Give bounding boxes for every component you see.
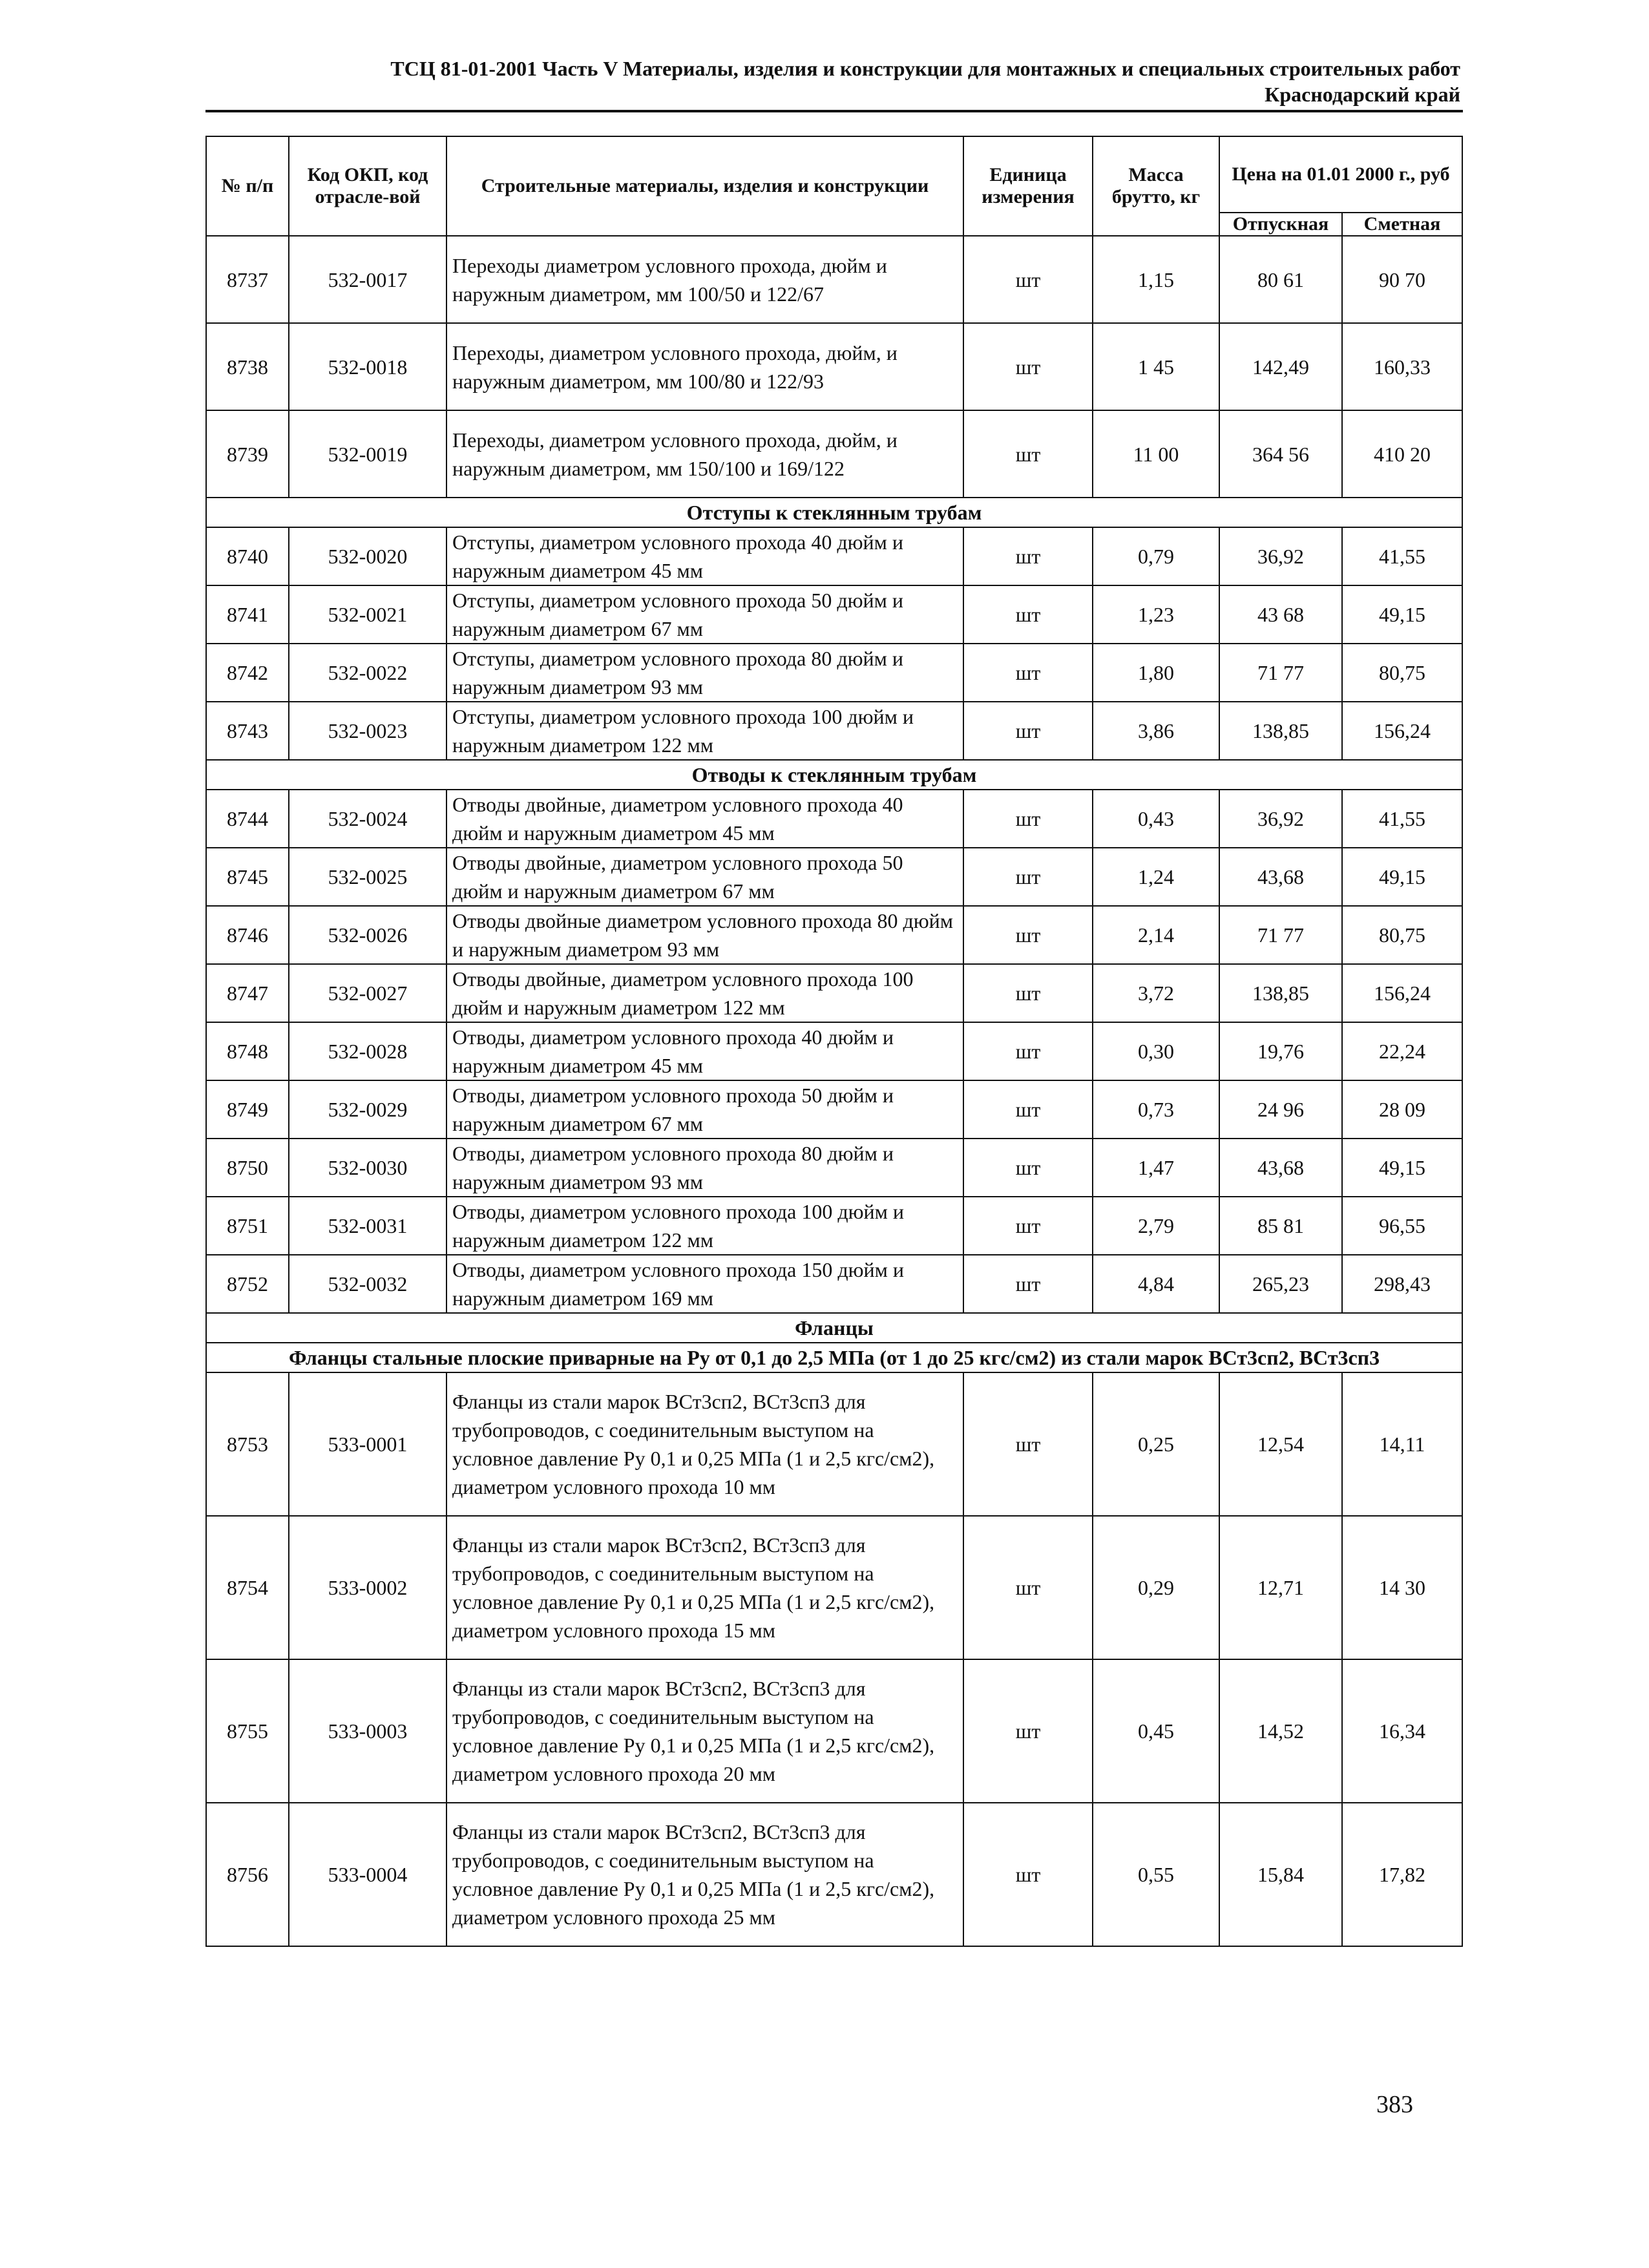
cell-price-release: 85 81 (1219, 1197, 1342, 1255)
cell-num: 8742 (206, 644, 289, 702)
cell-mass: 0,43 (1093, 790, 1219, 848)
cell-mass: 0,25 (1093, 1372, 1219, 1516)
cell-price-estimate: 49,15 (1342, 585, 1462, 644)
cell-num: 8746 (206, 906, 289, 964)
table-row (206, 906, 1462, 964)
cell-price-release: 80 61 (1219, 236, 1342, 323)
section-title-otvody: Отводы к стеклянным трубам (206, 760, 1462, 790)
cell-code: 532-0032 (289, 1255, 446, 1313)
table-body-flanges (206, 1372, 1462, 1946)
cell-price-estimate: 14 30 (1342, 1516, 1462, 1659)
cell-mass: 0,73 (1093, 1080, 1219, 1139)
cell-price-release: 138,85 (1219, 702, 1342, 760)
cell-num: 8740 (206, 527, 289, 585)
cell-code: 532-0020 (289, 527, 446, 585)
col-header-code: Код ОКП, код отрасле-вой (289, 136, 446, 236)
cell-code: 532-0018 (289, 323, 446, 410)
cell-price-release: 36,92 (1219, 790, 1342, 848)
cell-mass: 1,24 (1093, 848, 1219, 906)
cell-num: 8755 (206, 1659, 289, 1803)
section-flanges (206, 1313, 1462, 1372)
cell-unit: шт (963, 1255, 1093, 1313)
cell-num: 8743 (206, 702, 289, 760)
cell-mass: 2,79 (1093, 1197, 1219, 1255)
cell-code: 532-0024 (289, 790, 446, 848)
cell-mass: 1 45 (1093, 323, 1219, 410)
cell-num: 8752 (206, 1255, 289, 1313)
cell-price-estimate: 22,24 (1342, 1022, 1462, 1080)
table-row (206, 1516, 1462, 1659)
cell-unit: шт (963, 1803, 1093, 1946)
cell-code: 532-0022 (289, 644, 446, 702)
price-table (205, 136, 1463, 1947)
cell-unit: шт (963, 1659, 1093, 1803)
cell-unit: шт (963, 236, 1093, 323)
cell-mass: 3,72 (1093, 964, 1219, 1022)
cell-code: 532-0030 (289, 1139, 446, 1197)
cell-price-estimate: 28 09 (1342, 1080, 1462, 1139)
cell-mass: 0,29 (1093, 1516, 1219, 1659)
col-header-unit: Единица измерения (963, 136, 1093, 236)
cell-price-estimate: 80,75 (1342, 906, 1462, 964)
cell-price-estimate: 49,15 (1342, 1139, 1462, 1197)
cell-price-release: 19,76 (1219, 1022, 1342, 1080)
table-row (206, 1255, 1462, 1313)
cell-mass: 1,47 (1093, 1139, 1219, 1197)
cell-name: Отступы, диаметром условного прохода 100 дюйм и наружным диаметром 122 мм (446, 702, 963, 760)
cell-num: 8738 (206, 323, 289, 410)
cell-price-estimate: 298,43 (1342, 1255, 1462, 1313)
cell-unit: шт (963, 644, 1093, 702)
cell-mass: 11 00 (1093, 410, 1219, 498)
cell-name: Переходы, диаметром условного прохода, дюйм, и наружным диаметром, мм 150/100 и 169/122 (446, 410, 963, 498)
table-row (206, 1372, 1462, 1516)
table-body-otvody (206, 790, 1462, 1313)
cell-name: Переходы диаметром условного прохода, дюйм и наружным диаметром, мм 100/50 и 122/67 (446, 236, 963, 323)
cell-code: 532-0026 (289, 906, 446, 964)
cell-price-estimate: 49,15 (1342, 848, 1462, 906)
cell-mass: 0,55 (1093, 1803, 1219, 1946)
cell-code: 532-0019 (289, 410, 446, 498)
table-row (206, 1197, 1462, 1255)
cell-unit: шт (963, 323, 1093, 410)
cell-unit: шт (963, 410, 1093, 498)
cell-price-estimate: 410 20 (1342, 410, 1462, 498)
section-title-flanges: Фланцы (206, 1313, 1462, 1343)
cell-code: 532-0028 (289, 1022, 446, 1080)
section-subtitle-flanges: Фланцы стальные плоские приварные на Ру от 0,1 до 2,5 МПа (от 1 до 25 кгс/см2) из стали марок ВСт3сп2, ВСт3сп3 (206, 1343, 1462, 1372)
col-header-price-estimate: Сметная (1342, 213, 1462, 236)
cell-name: Отводы, диаметром условного прохода 100 дюйм и наружным диаметром 122 мм (446, 1197, 963, 1255)
cell-price-estimate: 156,24 (1342, 964, 1462, 1022)
table-row (206, 790, 1462, 848)
section-title-otstupy: Отступы к стеклянным трубам (206, 498, 1462, 527)
cell-price-release: 43 68 (1219, 585, 1342, 644)
cell-name: Отводы двойные, диаметром условного прохода 100 дюйм и наружным диаметром 122 мм (446, 964, 963, 1022)
cell-code: 532-0021 (289, 585, 446, 644)
cell-code: 532-0027 (289, 964, 446, 1022)
cell-code: 533-0002 (289, 1516, 446, 1659)
cell-unit: шт (963, 1139, 1093, 1197)
col-header-num: № п/п (206, 136, 289, 236)
table-row (206, 527, 1462, 585)
cell-price-release: 71 77 (1219, 906, 1342, 964)
cell-num: 8754 (206, 1516, 289, 1659)
table-header (206, 136, 1462, 236)
cell-unit: шт (963, 1516, 1093, 1659)
cell-price-estimate: 96,55 (1342, 1197, 1462, 1255)
cell-num: 8750 (206, 1139, 289, 1197)
col-header-mass: Масса брутто, кг (1093, 136, 1219, 236)
cell-price-release: 15,84 (1219, 1803, 1342, 1946)
cell-code: 532-0031 (289, 1197, 446, 1255)
cell-num: 8741 (206, 585, 289, 644)
section-otstupy (206, 498, 1462, 527)
cell-code: 532-0025 (289, 848, 446, 906)
cell-unit: шт (963, 1197, 1093, 1255)
table-row (206, 1022, 1462, 1080)
cell-price-estimate: 41,55 (1342, 527, 1462, 585)
cell-price-release: 12,54 (1219, 1372, 1342, 1516)
cell-name: Отступы, диаметром условного прохода 40 дюйм и наружным диаметром 45 мм (446, 527, 963, 585)
header-rule (205, 110, 1463, 112)
cell-price-release: 24 96 (1219, 1080, 1342, 1139)
page-number: 383 (1376, 2091, 1413, 2118)
cell-name: Отводы, диаметром условного прохода 80 дюйм и наружным диаметром 93 мм (446, 1139, 963, 1197)
table-row (206, 236, 1462, 323)
cell-unit: шт (963, 964, 1093, 1022)
cell-code: 533-0003 (289, 1659, 446, 1803)
cell-name: Фланцы из стали марок ВСт3сп2, ВСт3сп3 для трубопроводов, с соединительным выступом на условное давление Ру 0,1 и 0,25 МПа (1 и 2,5 кгс/см2), диаметром условного прохода 15 мм (446, 1516, 963, 1659)
cell-price-release: 142,49 (1219, 323, 1342, 410)
cell-price-estimate: 156,24 (1342, 702, 1462, 760)
cell-price-estimate: 41,55 (1342, 790, 1462, 848)
cell-num: 8748 (206, 1022, 289, 1080)
cell-num: 8756 (206, 1803, 289, 1946)
table-row (206, 644, 1462, 702)
cell-name: Фланцы из стали марок ВСт3сп2, ВСт3сп3 для трубопроводов, с соединительным выступом на условное давление Ру 0,1 и 0,25 МПа (1 и 2,5 кгс/см2), диаметром условного прохода 20 мм (446, 1659, 963, 1803)
cell-mass: 3,86 (1093, 702, 1219, 760)
col-header-price: Цена на 01.01 2000 г., руб (1219, 136, 1462, 213)
cell-num: 8751 (206, 1197, 289, 1255)
cell-mass: 1,23 (1093, 585, 1219, 644)
cell-unit: шт (963, 527, 1093, 585)
cell-price-estimate: 17,82 (1342, 1803, 1462, 1946)
cell-num: 8739 (206, 410, 289, 498)
cell-price-release: 14,52 (1219, 1659, 1342, 1803)
cell-unit: шт (963, 790, 1093, 848)
cell-num: 8747 (206, 964, 289, 1022)
cell-mass: 0,30 (1093, 1022, 1219, 1080)
cell-num: 8745 (206, 848, 289, 906)
running-header-title: ТСЦ 81-01-2001 Часть V Материалы, изделия и конструкции для монтажных и специальных строительных работ (390, 57, 1460, 80)
table-row (206, 1803, 1462, 1946)
table-body-perehody (206, 236, 1462, 498)
table-row (206, 1659, 1462, 1803)
col-header-name: Строительные материалы, изделия и конструкции (446, 136, 963, 236)
cell-price-release: 138,85 (1219, 964, 1342, 1022)
cell-mass: 2,14 (1093, 906, 1219, 964)
table-row (206, 1080, 1462, 1139)
cell-code: 533-0001 (289, 1372, 446, 1516)
cell-price-estimate: 14,11 (1342, 1372, 1462, 1516)
cell-name: Отводы, диаметром условного прохода 40 дюйм и наружным диаметром 45 мм (446, 1022, 963, 1080)
cell-name: Фланцы из стали марок ВСт3сп2, ВСт3сп3 для трубопроводов, с соединительным выступом на условное давление Ру 0,1 и 0,25 МПа (1 и 2,5 кгс/см2), диаметром условного прохода 10 мм (446, 1372, 963, 1516)
cell-num: 8753 (206, 1372, 289, 1516)
cell-price-release: 71 77 (1219, 644, 1342, 702)
cell-unit: шт (963, 1372, 1093, 1516)
cell-name: Отводы двойные, диаметром условного прохода 50 дюйм и наружным диаметром 67 мм (446, 848, 963, 906)
section-otvody (206, 760, 1462, 790)
cell-unit: шт (963, 848, 1093, 906)
cell-price-release: 265,23 (1219, 1255, 1342, 1313)
table-row (206, 585, 1462, 644)
col-header-price-release: Отпускная (1219, 213, 1342, 236)
cell-mass: 0,79 (1093, 527, 1219, 585)
cell-name: Отводы, диаметром условного прохода 50 дюйм и наружным диаметром 67 мм (446, 1080, 963, 1139)
cell-code: 532-0017 (289, 236, 446, 323)
cell-name: Фланцы из стали марок ВСт3сп2, ВСт3сп3 для трубопроводов, с соединительным выступом на условное давление Ру 0,1 и 0,25 МПа (1 и 2,5 кгс/см2), диаметром условного прохода 25 мм (446, 1803, 963, 1946)
cell-price-estimate: 16,34 (1342, 1659, 1462, 1803)
running-header-region: Краснодарский край (1265, 83, 1460, 106)
cell-num: 8744 (206, 790, 289, 848)
table-row (206, 323, 1462, 410)
cell-code: 532-0023 (289, 702, 446, 760)
cell-code: 533-0004 (289, 1803, 446, 1946)
cell-unit: шт (963, 906, 1093, 964)
cell-name: Отступы, диаметром условного прохода 80 дюйм и наружным диаметром 93 мм (446, 644, 963, 702)
cell-price-release: 364 56 (1219, 410, 1342, 498)
cell-price-release: 43,68 (1219, 848, 1342, 906)
cell-unit: шт (963, 585, 1093, 644)
cell-unit: шт (963, 1022, 1093, 1080)
cell-price-estimate: 160,33 (1342, 323, 1462, 410)
cell-name: Отступы, диаметром условного прохода 50 дюйм и наружным диаметром 67 мм (446, 585, 963, 644)
table-row (206, 1139, 1462, 1197)
cell-unit: шт (963, 702, 1093, 760)
cell-price-release: 36,92 (1219, 527, 1342, 585)
cell-num: 8749 (206, 1080, 289, 1139)
cell-name: Переходы, диаметром условного прохода, дюйм, и наружным диаметром, мм 100/80 и 122/93 (446, 323, 963, 410)
cell-price-estimate: 90 70 (1342, 236, 1462, 323)
cell-name: Отводы двойные диаметром условного прохода 80 дюйм и наружным диаметром 93 мм (446, 906, 963, 964)
cell-price-estimate: 80,75 (1342, 644, 1462, 702)
table-body-otstupy (206, 527, 1462, 760)
cell-mass: 1,15 (1093, 236, 1219, 323)
cell-mass: 1,80 (1093, 644, 1219, 702)
cell-name: Отводы, диаметром условного прохода 150 дюйм и наружным диаметром 169 мм (446, 1255, 963, 1313)
cell-unit: шт (963, 1080, 1093, 1139)
cell-price-release: 43,68 (1219, 1139, 1342, 1197)
cell-code: 532-0029 (289, 1080, 446, 1139)
cell-price-release: 12,71 (1219, 1516, 1342, 1659)
table-row (206, 702, 1462, 760)
table-row (206, 964, 1462, 1022)
table-row (206, 410, 1462, 498)
cell-mass: 4,84 (1093, 1255, 1219, 1313)
cell-mass: 0,45 (1093, 1659, 1219, 1803)
cell-num: 8737 (206, 236, 289, 323)
cell-name: Отводы двойные, диаметром условного прохода 40 дюйм и наружным диаметром 45 мм (446, 790, 963, 848)
table-row (206, 848, 1462, 906)
